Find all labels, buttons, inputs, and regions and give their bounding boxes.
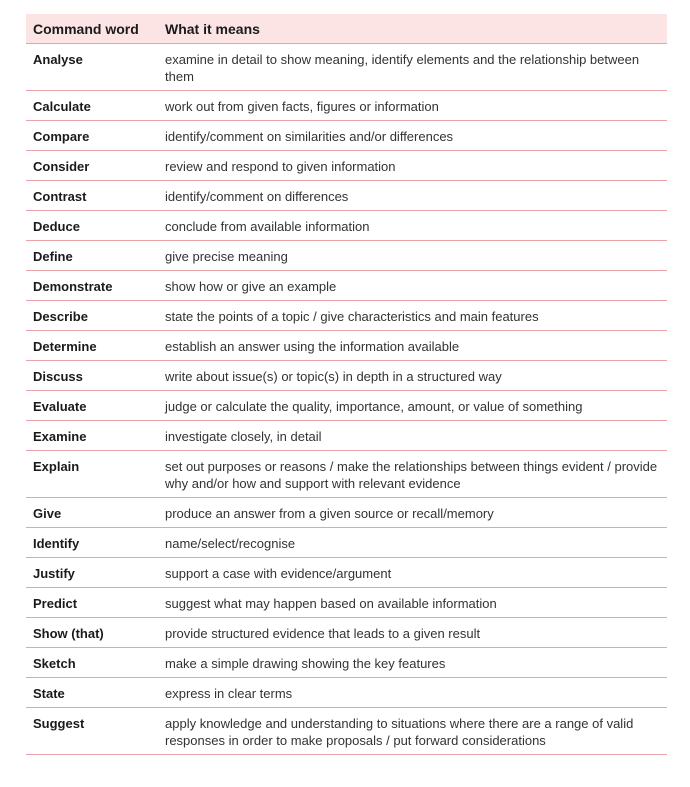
command-word: Define [26, 241, 158, 271]
command-meaning: name/select/recognise [158, 528, 667, 558]
command-meaning: conclude from available information [158, 211, 667, 241]
column-header-what-it-means: What it means [158, 14, 667, 44]
command-word: Calculate [26, 91, 158, 121]
command-meaning: state the points of a topic / give characteristics and main features [158, 301, 667, 331]
command-meaning: write about issue(s) or topic(s) in depth in a structured way [158, 361, 667, 391]
table-row [26, 271, 667, 301]
command-word: Explain [26, 451, 158, 498]
command-meaning: examine in detail to show meaning, identify elements and the relationship between them [158, 44, 667, 91]
command-meaning: identify/comment on differences [158, 181, 667, 211]
table-row [26, 618, 667, 648]
command-word: Suggest [26, 708, 158, 755]
command-word: State [26, 678, 158, 708]
command-meaning: judge or calculate the quality, importance, amount, or value of something [158, 391, 667, 421]
table-row [26, 528, 667, 558]
column-header-command-word: Command word [26, 14, 158, 44]
table-row [26, 44, 667, 91]
command-meaning: support a case with evidence/argument [158, 558, 667, 588]
command-meaning: show how or give an example [158, 271, 667, 301]
command-word: Examine [26, 421, 158, 451]
command-word: Sketch [26, 648, 158, 678]
command-meaning: investigate closely, in detail [158, 421, 667, 451]
command-meaning: identify/comment on similarities and/or differences [158, 121, 667, 151]
table-row [26, 558, 667, 588]
table-row [26, 211, 667, 241]
command-meaning: express in clear terms [158, 678, 667, 708]
table-row [26, 241, 667, 271]
table-row [26, 361, 667, 391]
command-word: Determine [26, 331, 158, 361]
table-row [26, 181, 667, 211]
table-row [26, 451, 667, 498]
command-words-table [26, 14, 667, 755]
command-word: Evaluate [26, 391, 158, 421]
table-row [26, 91, 667, 121]
table-row [26, 421, 667, 451]
command-word: Demonstrate [26, 271, 158, 301]
table-row [26, 708, 667, 755]
command-word: Contrast [26, 181, 158, 211]
command-word: Show (that) [26, 618, 158, 648]
table-row [26, 648, 667, 678]
command-word: Identify [26, 528, 158, 558]
command-word: Consider [26, 151, 158, 181]
command-meaning: apply knowledge and understanding to situations where there are a range of valid responses in order to make proposals / put forward considerations [158, 708, 667, 755]
table-row [26, 498, 667, 528]
table-row [26, 331, 667, 361]
command-word: Describe [26, 301, 158, 331]
command-word: Compare [26, 121, 158, 151]
command-meaning: suggest what may happen based on available information [158, 588, 667, 618]
command-word: Justify [26, 558, 158, 588]
table-row [26, 151, 667, 181]
table-header-row [26, 14, 667, 44]
command-meaning: provide structured evidence that leads to a given result [158, 618, 667, 648]
command-word: Give [26, 498, 158, 528]
command-word: Deduce [26, 211, 158, 241]
table-row [26, 121, 667, 151]
table-row [26, 588, 667, 618]
table-row [26, 391, 667, 421]
command-meaning: establish an answer using the information available [158, 331, 667, 361]
command-meaning: make a simple drawing showing the key features [158, 648, 667, 678]
table-row [26, 678, 667, 708]
command-word: Discuss [26, 361, 158, 391]
table-row [26, 301, 667, 331]
command-word: Analyse [26, 44, 158, 91]
command-word: Predict [26, 588, 158, 618]
command-meaning: produce an answer from a given source or recall/memory [158, 498, 667, 528]
command-meaning: set out purposes or reasons / make the relationships between things evident / provide why and/or how and support with relevant evidence [158, 451, 667, 498]
command-meaning: work out from given facts, figures or information [158, 91, 667, 121]
command-meaning: give precise meaning [158, 241, 667, 271]
command-meaning: review and respond to given information [158, 151, 667, 181]
